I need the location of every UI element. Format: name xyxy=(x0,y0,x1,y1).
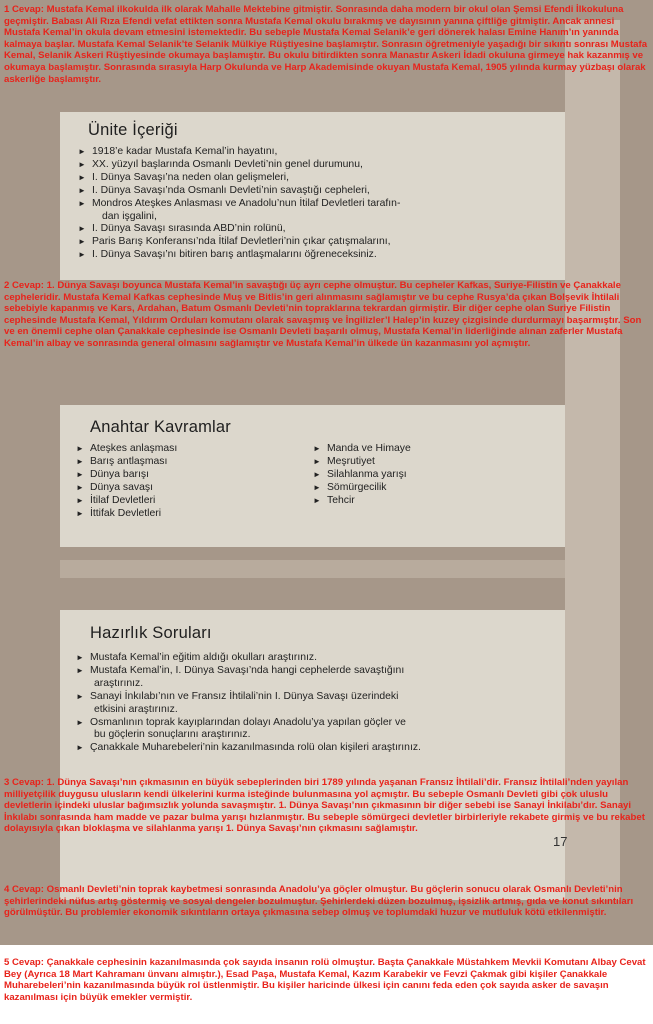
list-item: ► Dünya savaşı xyxy=(76,481,153,493)
list-item: ► Tehcir xyxy=(313,494,355,506)
answer-1: 1 Cevap: Mustafa Kemal ilkokulda ilk olarak Mahalle Mektebine gitmiştir. Sonrasında daha modern bir okul olan Şemsi Efendi İlkokuluna geçmiştir. Babası Ali Rıza Efendi vefat ettikten sonra Mustafa Kemal okulu bırakmış ve dayısının yanına çiftliğe gitmiştir. Ancak annesi Mustafa Kemal’in okula devam etmesini istemektedir. Bu sebeple Mustafa Kemal Selanik’e geri dönerek halası Emine Hanım’ın yanında kalmaya başlar. Mustafa Kemal Selanik’te Selanik Mülkiye Rüştiyesine başlamıştır. Sonrasın öğretmeniyle yaşadığı bir sıkıntı sonrası Mustafa Kemal, Selanik Askeri Rüştiyesinde okumaya başlamıştır. Bu okulu bitirdikten sonra Manastır Askeri İdadi okuluna girmeye hak kazanmış ve okumaya başlamıştır. Sonrasında sırasıyla Harp Okulunda ve Harp Akademisinde okuyan Mustafa Kemal, 1905 yılında kurmay yüzbaşı olarak askerliğe başlamıştır. xyxy=(4,4,648,85)
list-item: ► I. Dünya Savaşı sırasında ABD’nin rolünü, xyxy=(78,223,286,235)
list-item: ► Sanayi İnkılabı’nın ve Fransız İhtilali’nin I. Dünya Savaşı üzerindeki xyxy=(76,690,399,702)
list-item: ► Dünya barışı xyxy=(76,468,149,480)
list-item: ► Sömürgecilik xyxy=(313,481,387,493)
list-item: ► Mustafa Kemal’in eğitim aldığı okulları araştırınız. xyxy=(76,652,317,663)
unite-list xyxy=(78,146,558,262)
list-item-continuation: araştırınız. xyxy=(94,677,144,689)
list-item: ► Barış antlaşması xyxy=(76,455,168,467)
list-item: ► I. Dünya Savaşı’nda Osmanlı Devleti’nin savaştığı cepheleri, xyxy=(78,184,370,196)
list-item: ► Paris Barış Konferansı’nda İtilaf Devletleri’nin çıkar çatışmalarını, xyxy=(78,236,391,248)
decorative-band xyxy=(565,20,620,900)
list-item-continuation: dan işgalini, xyxy=(102,210,157,222)
list-item: ► İtilaf Devletleri xyxy=(76,494,156,506)
anahtar-right-list xyxy=(313,443,533,508)
list-item: ► Çanakkale Muharebeleri’nin kazanılmasında rolü olan kişileri araştırınız. xyxy=(76,742,421,754)
answer-3: 3 Cevap: 1. Dünya Savaşı’nın çıkmasının en büyük sebeplerinden biri 1789 yılında yaşanan Fransız İhtilali’dir. Fransız İhtilali’nden yayılan milliyetçilik duygusu ulusların kendi ülkelerini kurma isteğinde bulunmasına yol açmıştır. Bu sebeple Osmanlı Devleti gibi çok uluslu devletlerin içindeki uluslar bağımsızlık yolunda savaşmıştır. 1. Dünya Savaşı’nın çıkmasının bir diğer sebebi ise Sanayi İnkilabı’dır. Sanayi İnkılabı sonrasında ham madde ve pazar bulma yarışı hızlanmıştır. Bu sebeple sömürgeci devletler birbirleriyle rekabete girmiş ve bu rekabet dolayısıyla çıkan bloklaşma ve silahlanma yarışı 1. Dünya Savaşı’nın çıkmasını sağlamıştır. xyxy=(4,777,645,835)
list-item: ► Osmanlının toprak kayıplarından dolayı Anadolu’ya yapılan göçler ve xyxy=(76,716,406,728)
answer-4: 4 Cevap: Osmanlı Devleti’nin toprak kaybetmesi sonrasında Anadolu’ya göçler olmuştur. Bu göçlerin sonucu olarak Osmanlı Devleti’nin şehirlerindeki nüfus artış göstermiş ve sosyal dengeler bozulmuştur. Şehirlerdeki düzen bozulmuş, işsizlik artmış, gıda ve konut sıkıntıları görülmüştür. Bu problemler ekonomik sıkıntıların ortaya çıkmasına sebep olmuş ve toplumdaki huzur ve mutluluk kötü etkilenmiştir. xyxy=(4,884,634,919)
anahtar-title: Anahtar Kavramlar xyxy=(90,418,231,436)
list-item: ► 1918’e kadar Mustafa Kemal’in hayatını, xyxy=(78,146,278,157)
list-item: ► Silahlanma yarışı xyxy=(313,468,407,480)
unite-title: Ünite İçeriği xyxy=(88,121,178,139)
answer-5: 5 Cevap: Çanakkale cephesinin kazanılmasında çok sayıda insanın rolü olmuştur. Başta Çanakkale Müstahkem Mevkii Komutanı Albay Cevat Bey (Ayrıca 18 Mart Kahramanı ünvanı almıştır.), Esad Paşa, Mustafa Kemal, Kazım Karabekir ve Fevzi Çakmak gibi kişiler Çanakkale Muharebeleri’nin kazanılmasında büyük rol üstlenmiştir. Bu kişiler haricinde ülkesi için canını feda eden çok sayıda asker de savaşın kazanılması için büyük emekler vermiştir. xyxy=(4,957,646,1003)
list-item: ► Manda ve Himaye xyxy=(313,443,411,454)
list-item-continuation: etkisini araştırınız. xyxy=(94,703,178,715)
list-item-continuation: bu göçlerin sonuçlarını araştırınız. xyxy=(94,729,251,741)
list-item: ► İttifak Devletleri xyxy=(76,507,162,519)
list-item: ► I. Dünya Savaşı’nı bitiren barış antlaşmalarını öğreneceksiniz. xyxy=(78,249,377,261)
list-item: ► I. Dünya Savaşı’na neden olan gelişmeleri, xyxy=(78,171,289,183)
page-number: 17 xyxy=(553,834,568,849)
list-item: ► Ateşkes anlaşması xyxy=(76,443,178,454)
list-item: ► Meşrutiyet xyxy=(313,455,375,467)
list-item: ► XX. yüzyıl başlarında Osmanlı Devleti’nin genel durumunu, xyxy=(78,158,363,170)
list-item: ► Mondros Ateşkes Anlasması ve Anadolu’nun İtilaf Devletleri tarafın- xyxy=(78,197,401,209)
hazirlik-list xyxy=(76,652,556,755)
hazirlik-title: Hazırlık Soruları xyxy=(90,624,212,642)
list-item: ► Mustafa Kemal’in, I. Dünya Savaşı’nda hangi cephelerde savaştığını xyxy=(76,664,405,676)
divider xyxy=(60,560,565,578)
answer-2: 2 Cevap: 1. Dünya Savaşı boyunca Mustafa Kemal’in savaştığı üç ayrı cephe olmuştur. Bu cepheler Kafkas, Suriye-Filistin ve Çanakkale cepheleridir. Mustafa Kemal Kafkas cephesinde Muş ve Bitlis’in geri alınmasını sağlamıştır ve bu cephe Rusya’da çıkan Bolşevik İhtilali sebebiyle kapanmış ve Kars, Ardahan, Batum Osmanlı Devleti’nin topraklarına tekrardan girmiştir. Bir diğer cephe olan Suriye Filistin cephesinde Mustafa Kemal, Yıldırım Orduları komutanı olarak savaşmış ve İngilizler’I Halep’in kuzey çizgisinde durdurmayı başarmıştır. Son ve en önemli cephe olan Çanakkale cephesinde ise Osmanlı Devleti başarılı olmuş, Mustafa Kemal’in liderliğinde alınan zaferler Mustafa Kemal’in albay ve sonrasında general olmasını sağlamıştır ve Mustafa Kemal’in ülkede ün kazanmasını yol açmıştır. xyxy=(4,280,642,349)
anahtar-left-list xyxy=(76,443,296,520)
